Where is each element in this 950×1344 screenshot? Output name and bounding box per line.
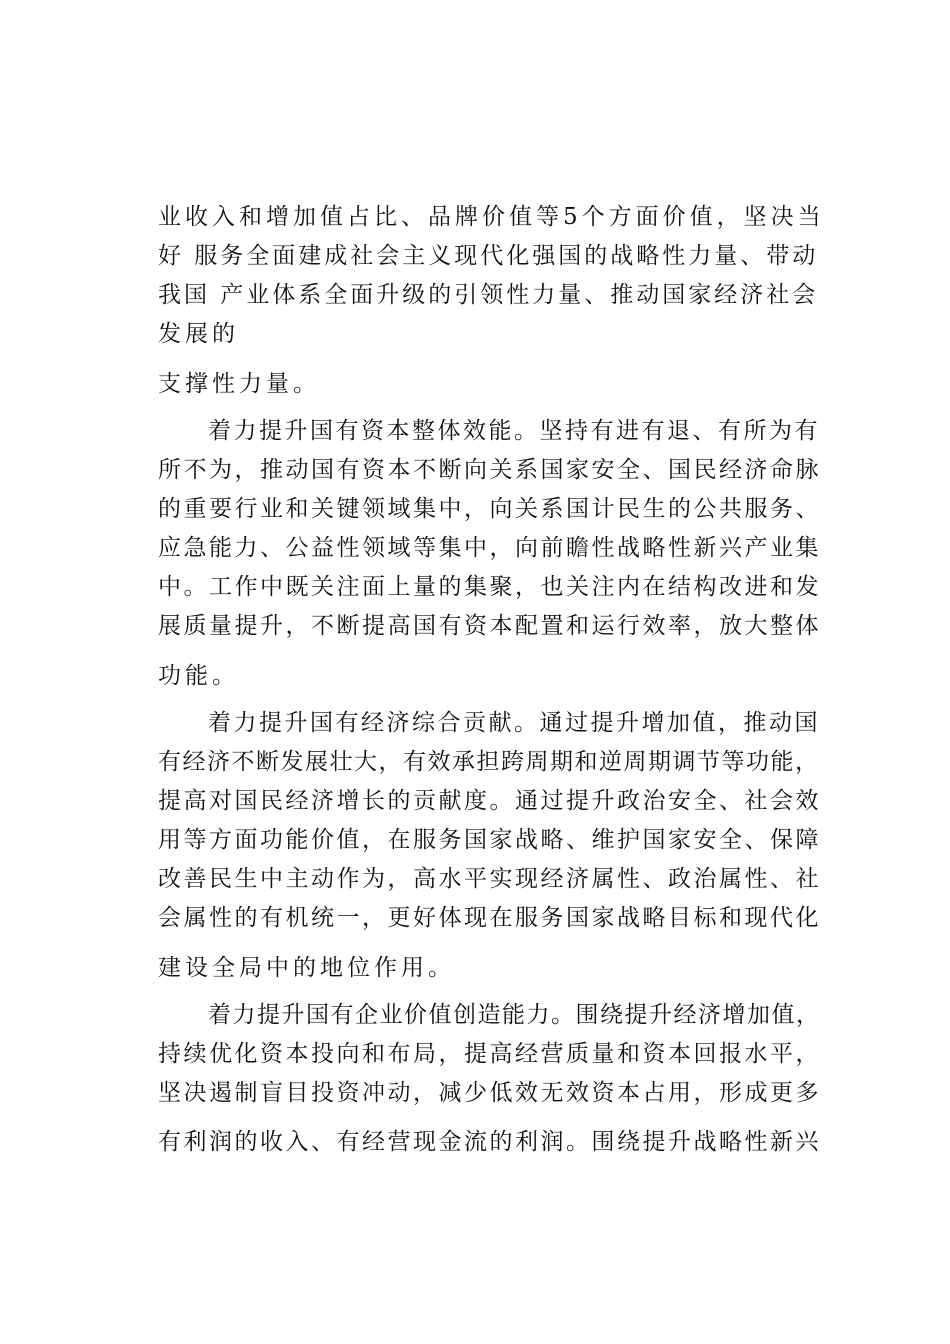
text-line: 好 服务全面建成社会主义现代化强国的战略性力量、带动: [158, 243, 819, 269]
text-line: 业收入和增加值占比、品牌价值等5个方面价值，坚决当: [158, 204, 825, 230]
text-line: 会属性的有机统一，更好体现在服务国家战略目标和现代化: [158, 905, 821, 931]
text-line: 坚决遏制盲目投资冲动，减少低效无效资本占用，形成更多: [158, 1080, 821, 1106]
text-line: 建设全局中的地位作用。: [158, 955, 455, 981]
paragraph-start-line: 着力提升国有企业价值创造能力。围绕提升经济增加值，: [208, 1002, 821, 1028]
paragraph-start-line: 着力提升国有经济综合贡献。通过提升增加值，推动国: [208, 710, 820, 736]
text-line: 改善民生中主动作为，高水平实现经济属性、政治属性、社: [158, 866, 821, 892]
text-line: 支撑性力量。: [158, 371, 320, 397]
text-line: 应急能力、公益性领域等集中，向前瞻性战略性新兴产业集: [158, 535, 821, 561]
text-line: 持续优化资本投向和布局，提高经营质量和资本回报水平，: [158, 1041, 821, 1067]
text-line: 发展的: [158, 321, 239, 347]
text-line: 中。工作中既关注面上量的集聚，也关注内在结构改进和发: [158, 574, 821, 600]
text-line: 用等方面功能价值，在服务国家战略、维护国家安全、保障: [158, 827, 821, 853]
text-line: 有经济不断发展壮大，有效承担跨周期和逆周期调节等功能，: [158, 749, 820, 775]
text-line: 提高对国民经济增长的贡献度。通过提升政治安全、社会效: [158, 788, 821, 814]
text-line: 的重要行业和关键领域集中，向关系国计民生的公共服务、: [158, 496, 821, 522]
text-line: 所不为，推动国有资本不断向关系国家安全、国民经济命脉: [158, 457, 821, 483]
paragraph-start-line: 着力提升国有资本整体效能。坚持有进有退、有所为有: [208, 418, 820, 444]
text-line: 展质量提升，不断提高国有资本配置和运行效率，放大整体: [158, 613, 821, 639]
text-line: 功能。: [158, 663, 239, 689]
text-line: 有利润的收入、有经营现金流的利润。围绕提升战略性新兴: [158, 1129, 821, 1155]
text-line: 我国 产业体系全面升级的引领性力量、推动国家经济社会: [158, 282, 819, 308]
